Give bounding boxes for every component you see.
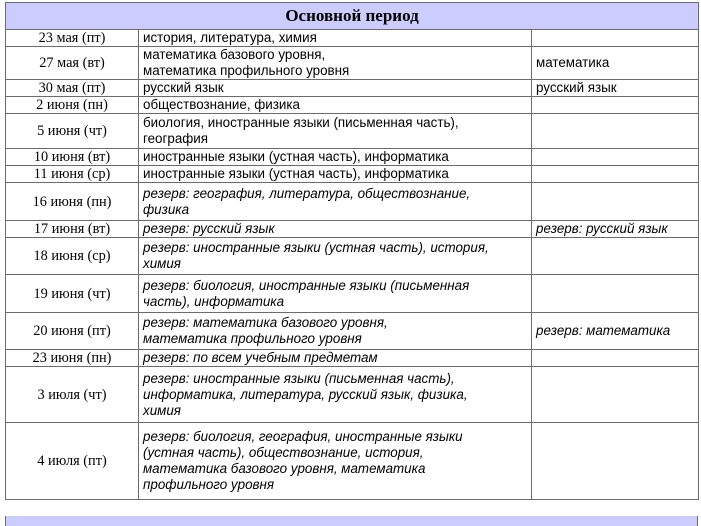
subject-line: резерв: иностранные языки (устная часть), история, bbox=[143, 240, 489, 255]
exam-subjects bbox=[139, 80, 532, 97]
exam-date: 17 июня (вт) bbox=[6, 221, 139, 238]
subject-line: иностранные языки (устная часть), информатика bbox=[143, 166, 449, 181]
period-title: Основной период bbox=[6, 3, 699, 30]
subject-line: профильного уровня bbox=[143, 477, 275, 492]
schedule-row bbox=[6, 166, 699, 183]
extra-exam-note bbox=[532, 275, 699, 313]
extra-exam-note bbox=[532, 423, 699, 500]
extra-exam-note: резерв: русский язык bbox=[532, 221, 699, 238]
schedule-row bbox=[6, 80, 699, 97]
schedule-row bbox=[6, 97, 699, 114]
subject-line: резерв: биология, иностранные языки (письменная bbox=[143, 277, 470, 293]
subject-line: часть), информатика bbox=[143, 293, 285, 309]
subject-line: история, литература, химия bbox=[143, 30, 317, 45]
schedule-row bbox=[6, 221, 699, 238]
exam-subjects bbox=[139, 149, 532, 166]
schedule-row bbox=[6, 149, 699, 166]
extra-exam-note bbox=[532, 149, 699, 166]
subject-line: русский язык bbox=[143, 80, 224, 95]
exam-subjects bbox=[139, 350, 532, 367]
exam-subjects bbox=[139, 166, 532, 183]
extra-exam-note bbox=[532, 97, 699, 114]
schedule-row bbox=[6, 350, 699, 367]
exam-subjects bbox=[139, 183, 532, 221]
next-period-header-band bbox=[5, 516, 698, 526]
extra-exam-note bbox=[532, 367, 699, 423]
exam-subjects bbox=[139, 221, 532, 238]
subject-line: иностранные языки (устная часть), информатика bbox=[143, 149, 449, 164]
extra-exam-note bbox=[532, 30, 699, 47]
exam-subjects bbox=[139, 238, 532, 275]
schedule-row bbox=[6, 367, 699, 423]
exam-date: 16 июня (пн) bbox=[6, 183, 139, 221]
extra-exam-note bbox=[532, 238, 699, 275]
schedule-body bbox=[6, 30, 699, 500]
extra-exam-note bbox=[532, 183, 699, 221]
exam-subjects bbox=[139, 114, 532, 149]
exam-date: 5 июня (чт) bbox=[6, 114, 139, 149]
subject-line: математика профильного уровня bbox=[143, 63, 350, 78]
subject-line: химия bbox=[143, 402, 181, 418]
exam-subjects bbox=[139, 423, 532, 500]
subject-line: математика профильного уровня bbox=[143, 331, 362, 346]
exam-subjects bbox=[139, 367, 532, 423]
subject-line: математика базового уровня, математика bbox=[143, 461, 426, 476]
subject-line: информатика, литература, русский язык, физика, bbox=[143, 386, 468, 402]
exam-date: 27 мая (вт) bbox=[6, 47, 139, 80]
exam-date: 23 июня (пн) bbox=[6, 350, 139, 367]
exam-date: 11 июня (ср) bbox=[6, 166, 139, 183]
subject-line: биология, иностранные языки (письменная часть), bbox=[143, 115, 459, 130]
exam-date: 20 июня (пт) bbox=[6, 313, 139, 350]
schedule-row bbox=[6, 30, 699, 47]
subject-line: резерв: иностранные языки (письменная часть), bbox=[143, 370, 455, 386]
extra-exam-note: математика bbox=[532, 47, 699, 80]
extra-exam-note: русский язык bbox=[532, 80, 699, 97]
schedule-row bbox=[6, 238, 699, 275]
exam-subjects bbox=[139, 97, 532, 114]
exam-date: 10 июня (вт) bbox=[6, 149, 139, 166]
exam-subjects bbox=[139, 47, 532, 80]
subject-line: резерв: русский язык bbox=[143, 221, 275, 236]
extra-exam-note bbox=[532, 350, 699, 367]
schedule-row bbox=[6, 275, 699, 313]
subject-line: география bbox=[143, 131, 209, 146]
subject-line: резерв: биология, география, иностранные языки bbox=[143, 429, 463, 444]
subject-line: химия bbox=[143, 256, 181, 271]
exam-subjects bbox=[139, 313, 532, 350]
exam-date: 3 июля (чт) bbox=[6, 367, 139, 423]
subject-line: обществознание, физика bbox=[143, 97, 300, 112]
subject-line: физика bbox=[143, 201, 190, 217]
schedule-row bbox=[6, 183, 699, 221]
subject-line: резерв: математика базового уровня, bbox=[143, 315, 388, 330]
subject-line: резерв: по всем учебным предметам bbox=[143, 350, 378, 365]
extra-exam-note bbox=[532, 114, 699, 149]
exam-date: 30 мая (пт) bbox=[6, 80, 139, 97]
schedule-row bbox=[6, 47, 699, 80]
exam-date: 19 июня (чт) bbox=[6, 275, 139, 313]
exam-date: 2 июня (пн) bbox=[6, 97, 139, 114]
schedule-row bbox=[6, 114, 699, 149]
exam-subjects bbox=[139, 275, 532, 313]
extra-exam-note bbox=[532, 166, 699, 183]
exam-subjects bbox=[139, 30, 532, 47]
header-row bbox=[6, 3, 699, 30]
extra-exam-note: резерв: математика bbox=[532, 313, 699, 350]
subject-line: (устная часть), обществознание, история, bbox=[143, 445, 424, 460]
schedule-table bbox=[5, 2, 699, 500]
schedule-row bbox=[6, 423, 699, 500]
subject-line: математика базового уровня, bbox=[143, 47, 326, 62]
schedule-row bbox=[6, 313, 699, 350]
subject-line: резерв: география, литература, обществознание, bbox=[143, 185, 471, 201]
exam-date: 18 июня (ср) bbox=[6, 238, 139, 275]
exam-date: 4 июля (пт) bbox=[6, 423, 139, 500]
exam-date: 23 мая (пт) bbox=[6, 30, 139, 47]
